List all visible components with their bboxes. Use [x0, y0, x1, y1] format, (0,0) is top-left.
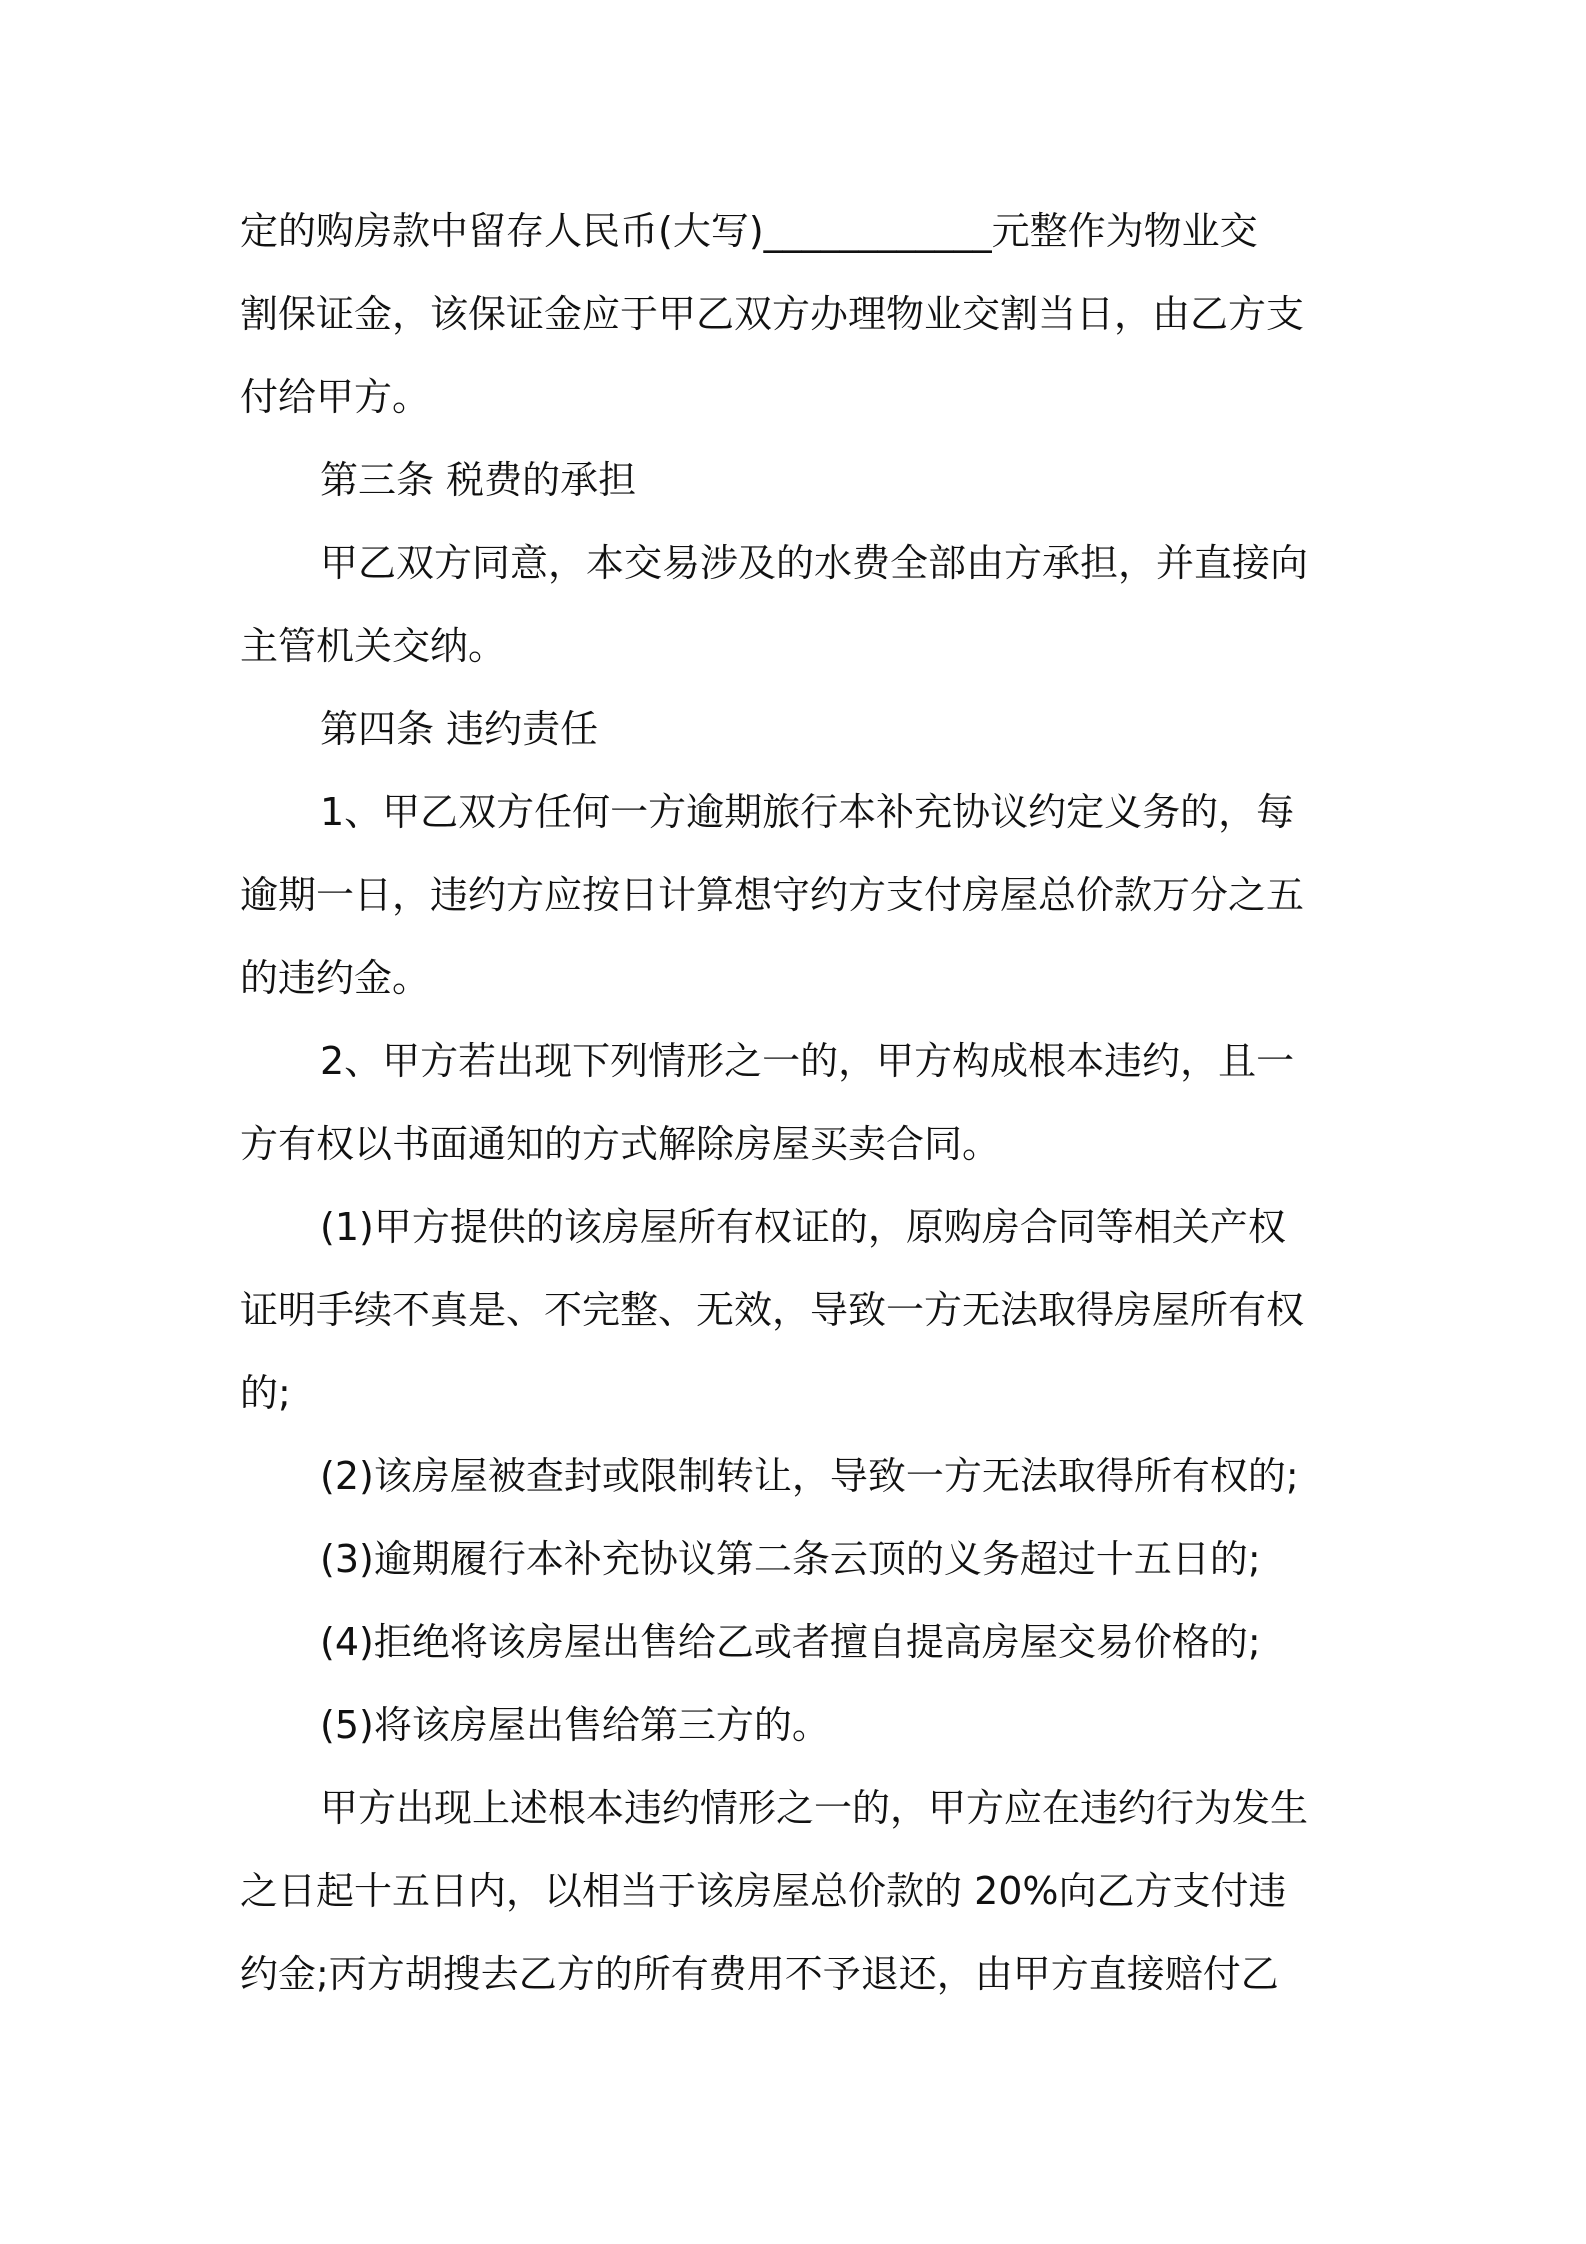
paragraph-line: 甲方出现上述根本违约情形之一的，甲方应在违约行为发生	[320, 1786, 1309, 1830]
article-4-heading: 第四条 违约责任	[320, 707, 599, 751]
paragraph-line: (2)该房屋被查封或限制转让，导致一方无法取得所有权的;	[320, 1454, 1299, 1498]
paragraph-line: 主管机关交纳。	[240, 624, 507, 668]
paragraph-line: 定的购房款中留存人民币(大写)____________元整作为物业交	[240, 209, 1258, 253]
paragraph-line: 方有权以书面通知的方式解除房屋买卖合同。	[240, 1122, 1001, 1166]
paragraph-line: 的违约金。	[240, 956, 431, 1000]
paragraph-line: 割保证金，该保证金应于甲乙双方办理物业交割当日，由乙方支	[240, 292, 1305, 336]
paragraph-line: (5)将该房屋出售给第三方的。	[320, 1703, 830, 1747]
paragraph-line: 甲乙双方同意，本交易涉及的水费全部由方承担，并直接向	[320, 541, 1309, 585]
paragraph-line: 的;	[240, 1371, 291, 1415]
paragraph-line: 付给甲方。	[240, 375, 431, 419]
paragraph-line: (1)甲方提供的该房屋所有权证的，原购房合同等相关产权	[320, 1205, 1286, 1249]
paragraph-line: (4)拒绝将该房屋出售给乙或者擅自提高房屋交易价格的;	[320, 1620, 1261, 1664]
paragraph-line: 1、甲乙双方任何一方逾期旅行本补充协议约定义务的，每	[320, 790, 1295, 834]
paragraph-line: (3)逾期履行本补充协议第二条云顶的义务超过十五日的;	[320, 1537, 1261, 1581]
paragraph-line: 逾期一日，违约方应按日计算想守约方支付房屋总价款万分之五	[240, 873, 1305, 917]
paragraph-line: 2、甲方若出现下列情形之一的，甲方构成根本违约，且一	[320, 1039, 1295, 1083]
paragraph-line: 之日起十五日内，以相当于该房屋总价款的 20%向乙方支付违	[240, 1869, 1287, 1913]
article-3-heading: 第三条 税费的承担	[320, 458, 637, 502]
paragraph-line: 约金;丙方胡搜去乙方的所有费用不予退还，由甲方直接赔付乙	[240, 1952, 1279, 1996]
paragraph-line: 证明手续不真是、不完整、无效，导致一方无法取得房屋所有权	[240, 1288, 1305, 1332]
